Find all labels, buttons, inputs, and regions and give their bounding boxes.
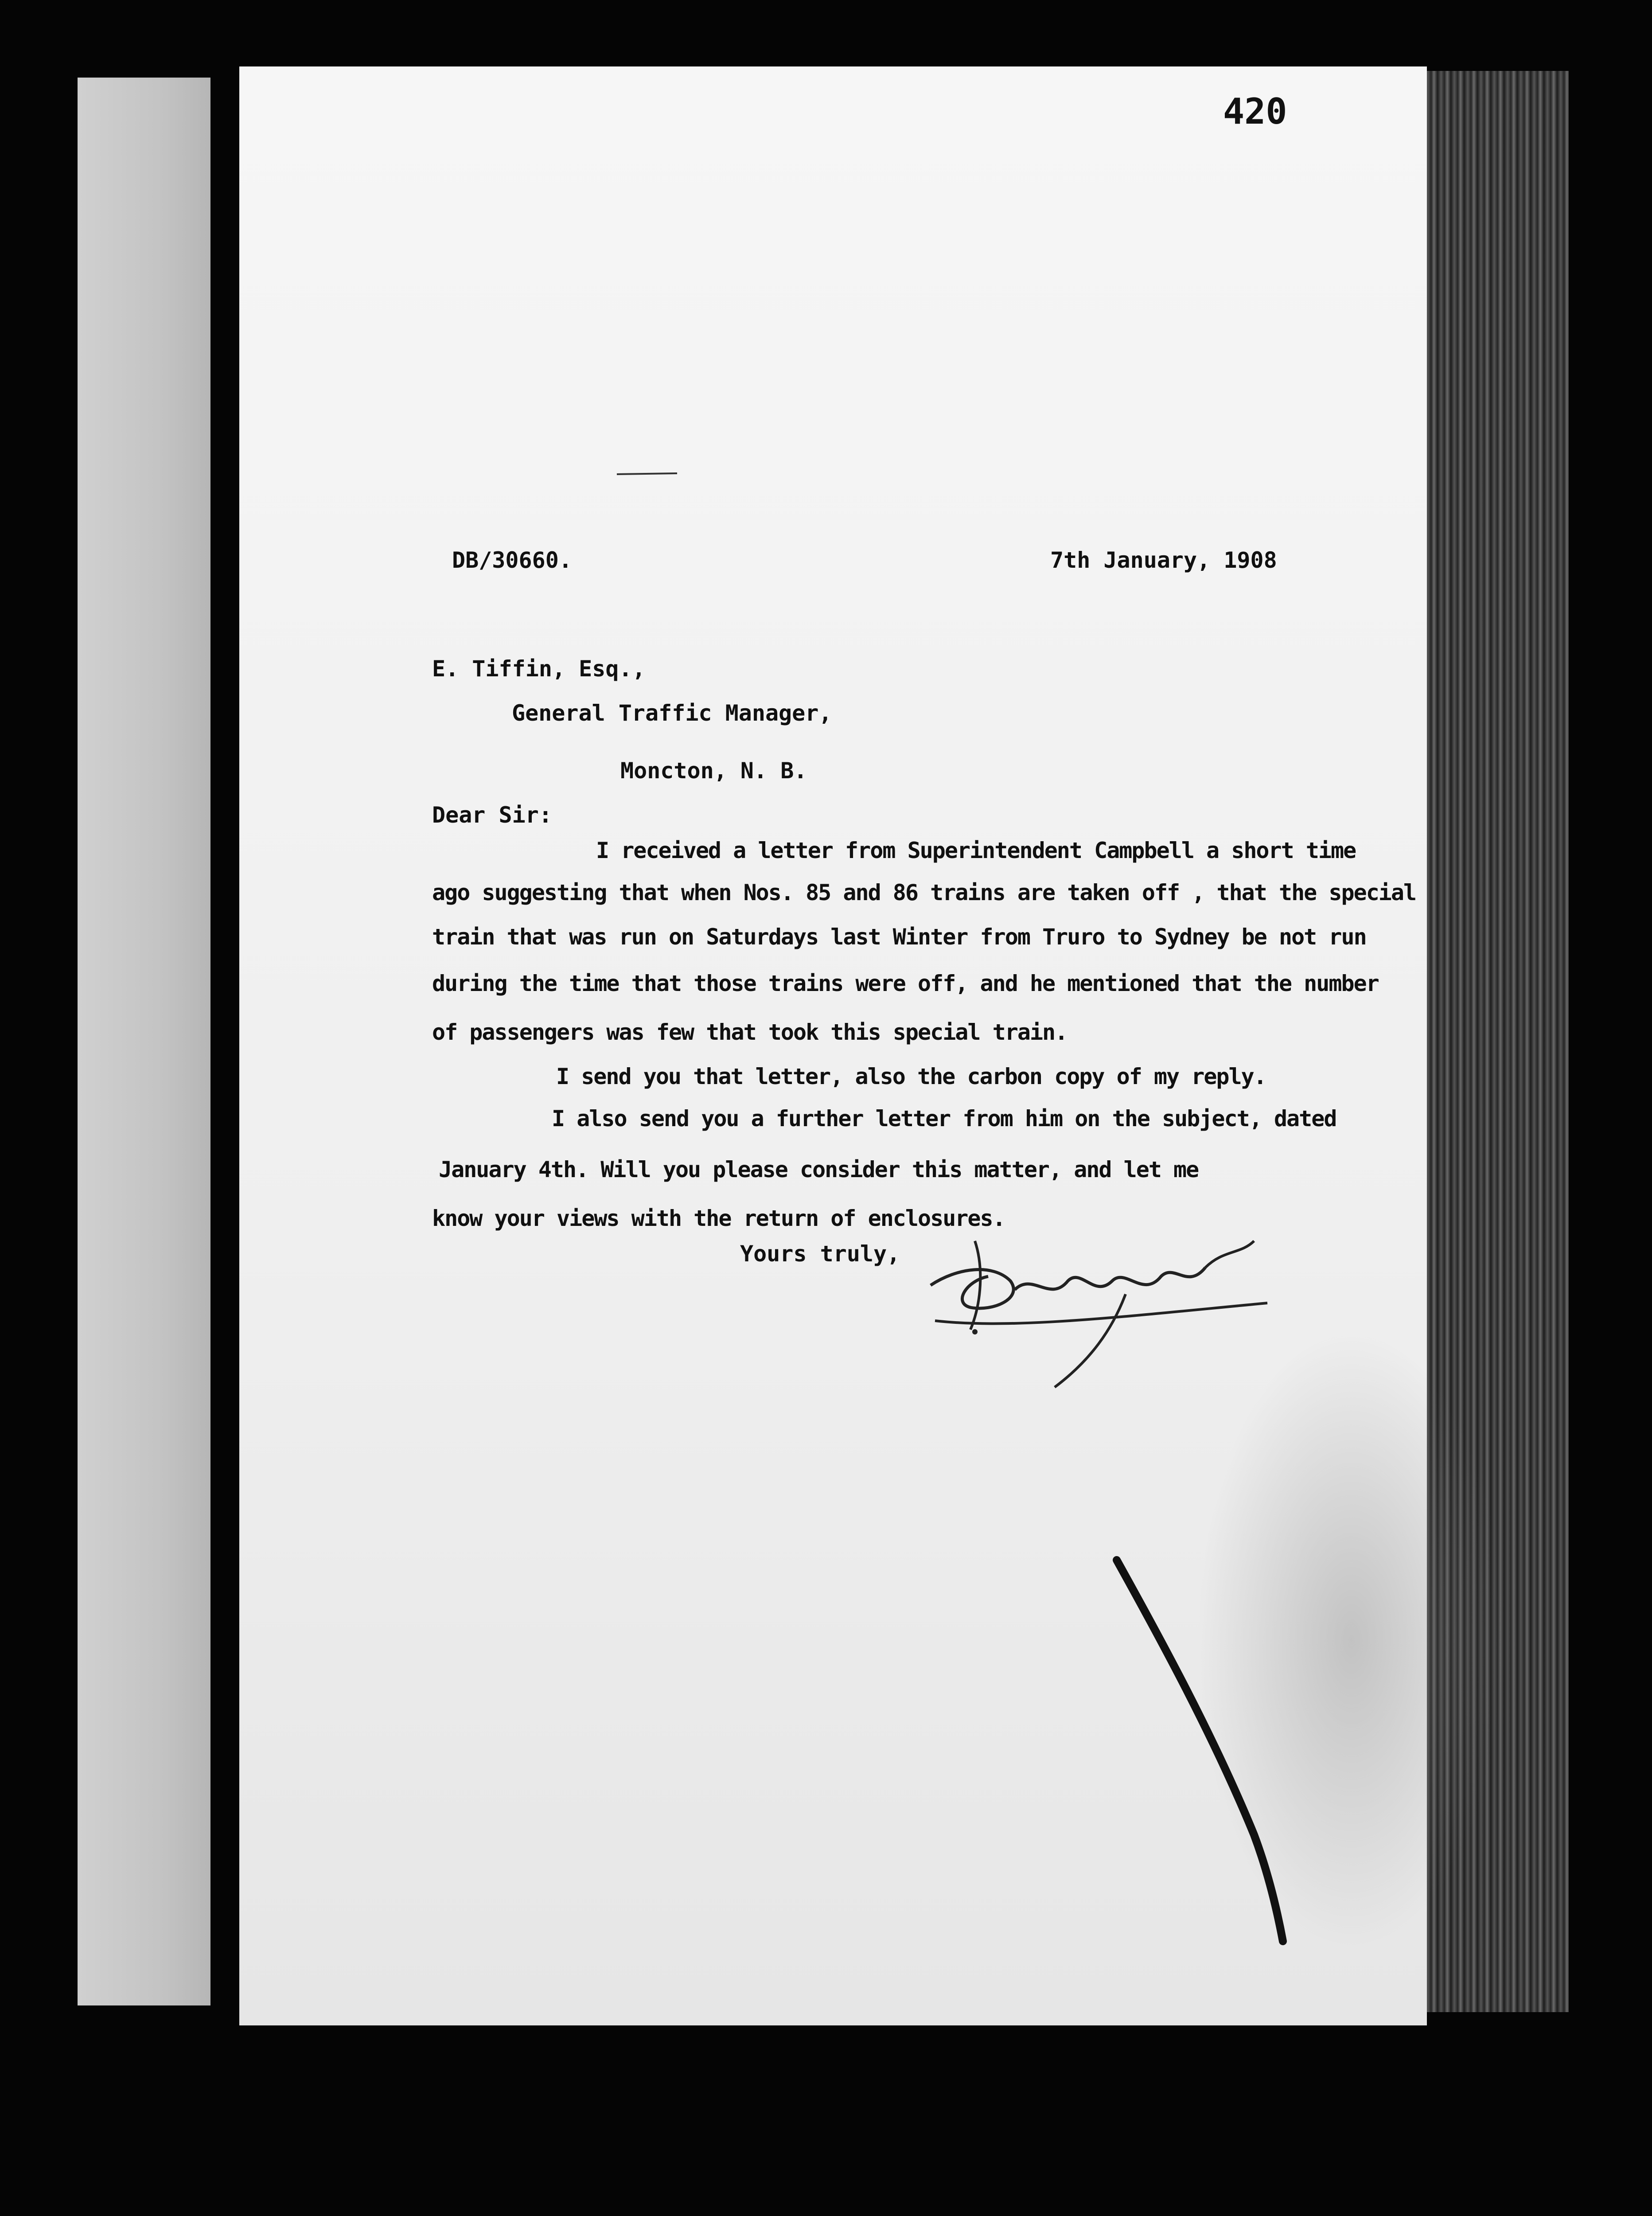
body-line: during the time that those trains were off, and he mentioned that the number [432,971,1379,996]
addressee-city: Moncton, N. B. [620,758,807,784]
letter-reference: DB/30660. [452,547,572,573]
body-line: know your views with the return of enclosures. [432,1206,1005,1231]
addressee-title: General Traffic Manager, [512,700,832,726]
pencil-dash [616,470,678,479]
page-number: 420 [1223,91,1287,132]
body-line: I send you that letter, also the carbon copy of my reply. [556,1064,1266,1089]
addressee-name: E. Tiffin, Esq., [432,656,646,682]
body-line: train that was run on Saturdays last Winter from Truro to Sydney be not run [432,924,1366,950]
salutation: Dear Sir: [432,802,552,828]
handwritten-signature [904,1214,1285,1401]
body-line: ago suggesting that when Nos. 85 and 86 trains are taken off , that the special [432,880,1416,905]
pen-stroke [1108,1551,1294,1950]
letter-date: 7th January, 1908 [1050,547,1277,573]
binding-strip [78,78,210,2005]
body-line: I received a letter from Superintendent Campbell a short time [596,838,1356,863]
body-line: of passengers was few that took this special train. [432,1019,1068,1045]
closing: Yours truly, [740,1241,900,1267]
body-line: I also send you a further letter from him on the subject, dated [552,1106,1336,1131]
body-line: January 4th. Will you please consider this matter, and let me [439,1157,1199,1182]
